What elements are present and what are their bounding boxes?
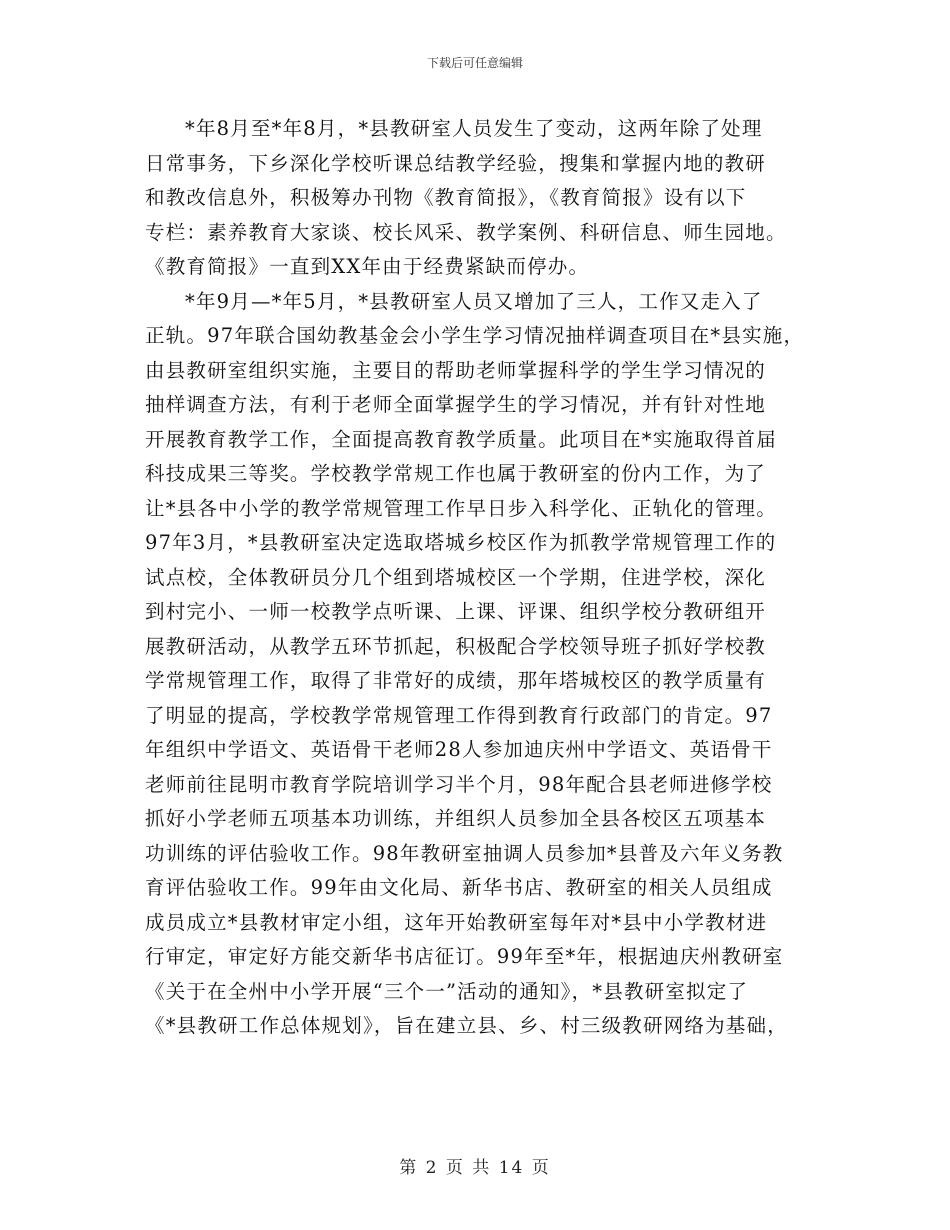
paragraph-2-line-8: 97年3月，*县教研室决定选取塔城乡校区作为抓教学常规管理工作的 <box>145 531 777 554</box>
page-footer: 第 2 页 共 14 页 <box>399 1158 551 1178</box>
paragraph-2-line-19: 成员成立*县教材审定小组，这年开始教研室每年对*县中小学教材进 <box>145 910 768 934</box>
paragraph-2-line-16: 抓好小学老师五项基本功训练，并组织人员参加全县各校区五项基本 <box>145 807 767 830</box>
paragraph-2-line-22: 《*县教研工作总体规划》，旨在建立县、乡、村三级教研网络为基础， <box>145 1014 788 1037</box>
page-header: 下载后可任意编辑 <box>426 56 523 70</box>
paragraph-2-line-7: 让*县各中小学的教学常规管理工作早日步入科学化、正轨化的管理。 <box>145 496 777 520</box>
paragraph-2-line-17: 功训练的评估验收工作。98年教研室抽调人员参加*县普及六年义务教 <box>145 841 784 865</box>
paragraph-2-line-12: 学常规管理工作，取得了非常好的成绩，那年塔城校区的教学质量有 <box>145 669 767 692</box>
paragraph-2-line-14: 年组织中学语文、英语骨干老师28人参加迪庆州中学语文、英语骨干 <box>145 738 773 761</box>
paragraph-2-line-5: 开展教育教学工作，全面提高教育教学质量。此项目在*实施取得首届 <box>145 427 777 451</box>
paragraph-1-line-3: 和教改信息外，积极筹办刊物《教育简报》，《教育简报》设有以下 <box>145 186 747 209</box>
paragraph-2-line-18: 育评估验收工作。99年由文化局、新华书店、教研室的相关人员组成 <box>145 876 773 899</box>
paragraph-1-line-1: *年8月至*年8月，*县教研室人员发生了变动，这两年除了处理 <box>185 117 763 140</box>
paragraph-2-line-3: 由县教研室组织实施，主要目的帮助老师掌握科学的学生学习情况的 <box>145 358 767 382</box>
paragraph-2-line-15: 老师前往昆明市教育学院培训学习半个月，98年配合县老师进修学校 <box>145 772 773 796</box>
paragraph-2-line-4: 抽样调查方法，有利于老师全面掌握学生的学习情况，并有针对性地 <box>145 393 767 416</box>
paragraph-1-line-5: 《教育简报》一直到XX年由于经费紧缺而停办。 <box>145 255 590 278</box>
paragraph-2-line-21: 《关于在全州中小学开展“三个一”活动的通知》，*县教研室拟定了 <box>145 979 749 1003</box>
paragraph-2-line-2: 正轨。97年联合国幼教基金会小学生学习情况抽样调查项目在*县实施， <box>145 324 805 347</box>
paragraph-2-line-1: *年9月—*年5月，*县教研室人员又增加了三人，工作又走入了 <box>185 289 763 313</box>
paragraph-1-line-2: 日常事务，下乡深化学校听课总结教学经验，搜集和掌握内地的教研 <box>145 151 767 175</box>
paragraph-2-line-10: 到村完小、一师一校教学点听课、上课、评课、组织学校分教研组开 <box>145 600 767 623</box>
paragraph-2-line-20: 行审定，审定好方能交新华书店征订。99年至*年，根据迪庆州教研室 <box>145 945 784 968</box>
paragraph-2-line-9: 试点校，全体教研员分几个组到塔城校区一个学期，住进学校，深化 <box>145 565 767 589</box>
paragraph-2-line-13: 了明显的提高，学校教学常规管理工作得到教育行政部门的肯定。97 <box>145 703 773 727</box>
paragraph-1-line-4: 专栏：素养教育大家谈、校长风采、教学案例、科研信息、师生园地。 <box>145 220 787 244</box>
body-text <box>145 112 835 1044</box>
paragraph-2-line-11: 展教研活动，从教学五环节抓起，积极配合学校领导班子抓好学校教 <box>145 634 767 658</box>
paragraph-2-line-6: 科技成果三等奖。学校教学常规工作也属于教研室的份内工作，为了 <box>145 462 767 485</box>
